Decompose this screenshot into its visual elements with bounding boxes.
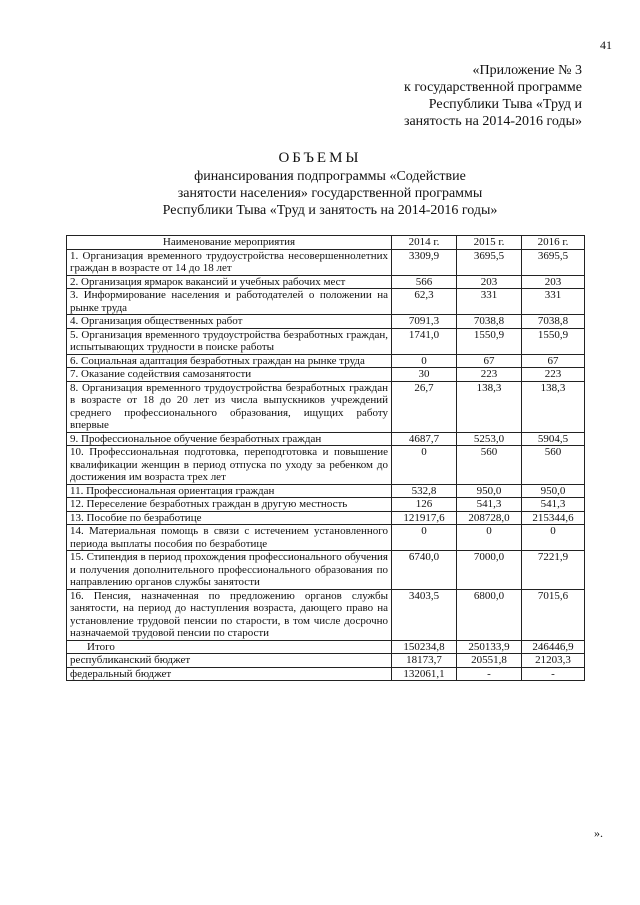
value-2015: 541,3 bbox=[457, 498, 522, 512]
value-2016: 7221,9 bbox=[522, 551, 585, 590]
value-2015: 5253,0 bbox=[457, 432, 522, 446]
funding-table bbox=[66, 235, 585, 681]
column-header: 2016 г. bbox=[522, 236, 585, 250]
table-row bbox=[67, 589, 585, 640]
subtitle-line: финансирования подпрограммы «Содействие bbox=[194, 169, 466, 184]
regional-2015: 20551,8 bbox=[457, 654, 522, 668]
appendix-header bbox=[322, 62, 582, 130]
value-2016: 7038,8 bbox=[522, 315, 585, 329]
activity-name: 1. Организация временного трудоустройства несовершеннолетних граждан в возрасте от 14 до 18 лет bbox=[67, 249, 392, 275]
value-2016: 215344,6 bbox=[522, 511, 585, 525]
value-2015: 223 bbox=[457, 368, 522, 382]
subtitle-line: Республики Тыва «Труд и занятость на 2014-2016 годы» bbox=[162, 203, 498, 218]
table-row bbox=[67, 484, 585, 498]
regional-2014: 18173,7 bbox=[392, 654, 457, 668]
column-header: 2014 г. bbox=[392, 236, 457, 250]
table-row bbox=[67, 432, 585, 446]
total-2015: 250133,9 bbox=[457, 640, 522, 654]
appendix-line: к государственной программе bbox=[404, 80, 582, 95]
value-2015: 7038,8 bbox=[457, 315, 522, 329]
activity-name: 10. Профессиональная подготовка, переподготовка и повышение квалификации женщин в период отпуска по уходу за ребенком до достижения им возраста трех лет bbox=[67, 446, 392, 485]
value-2014: 0 bbox=[392, 354, 457, 368]
value-2015: 331 bbox=[457, 289, 522, 315]
value-2016: 331 bbox=[522, 289, 585, 315]
document-subtitle bbox=[100, 168, 560, 219]
regional-budget-row bbox=[67, 654, 585, 668]
federal-budget-row bbox=[67, 667, 585, 681]
table-row bbox=[67, 511, 585, 525]
total-2014: 150234,8 bbox=[392, 640, 457, 654]
column-header: 2015 г. bbox=[457, 236, 522, 250]
total-2016: 246446,9 bbox=[522, 640, 585, 654]
value-2014: 3309,9 bbox=[392, 249, 457, 275]
table-row bbox=[67, 275, 585, 289]
value-2016: 950,0 bbox=[522, 484, 585, 498]
value-2014: 566 bbox=[392, 275, 457, 289]
table-row bbox=[67, 368, 585, 382]
federal-2014: 132061,1 bbox=[392, 667, 457, 681]
value-2015: 3695,5 bbox=[457, 249, 522, 275]
value-2015: 0 bbox=[457, 525, 522, 551]
table-row bbox=[67, 354, 585, 368]
value-2016: 1550,9 bbox=[522, 328, 585, 354]
value-2016: 67 bbox=[522, 354, 585, 368]
value-2016: 5904,5 bbox=[522, 432, 585, 446]
value-2014: 26,7 bbox=[392, 381, 457, 432]
value-2016: 3695,5 bbox=[522, 249, 585, 275]
value-2016: 7015,6 bbox=[522, 589, 585, 640]
regional-2016: 21203,3 bbox=[522, 654, 585, 668]
value-2014: 62,3 bbox=[392, 289, 457, 315]
value-2015: 6800,0 bbox=[457, 589, 522, 640]
value-2014: 0 bbox=[392, 525, 457, 551]
activity-name: 2. Организация ярмарок вакансий и учебных рабочих мест bbox=[67, 275, 392, 289]
closing-quote: ». bbox=[594, 826, 603, 840]
federal-budget-label: федеральный бюджет bbox=[67, 667, 392, 681]
value-2016: 138,3 bbox=[522, 381, 585, 432]
table-row bbox=[67, 249, 585, 275]
value-2014: 126 bbox=[392, 498, 457, 512]
value-2016: 203 bbox=[522, 275, 585, 289]
table-row bbox=[67, 328, 585, 354]
activity-name: 6. Социальная адаптация безработных граждан на рынке труда bbox=[67, 354, 392, 368]
appendix-line: занятость на 2014-2016 годы» bbox=[403, 114, 582, 129]
value-2015: 7000,0 bbox=[457, 551, 522, 590]
value-2014: 1741,0 bbox=[392, 328, 457, 354]
total-label: Итого bbox=[67, 640, 392, 654]
value-2014: 6740,0 bbox=[392, 551, 457, 590]
activity-name: 13. Пособие по безработице bbox=[67, 511, 392, 525]
activity-name: 16. Пенсия, назначенная по предложению органов службы занятости, на период до наступления возраста, дающего право на установление трудовой пенсии по старости, в том числе досрочно назначаемой трудовой пенсии по старости bbox=[67, 589, 392, 640]
table-row bbox=[67, 315, 585, 329]
value-2015: 67 bbox=[457, 354, 522, 368]
table-body bbox=[67, 249, 585, 640]
value-2014: 0 bbox=[392, 446, 457, 485]
page-number: 41 bbox=[600, 38, 612, 52]
value-2014: 3403,5 bbox=[392, 589, 457, 640]
table-row bbox=[67, 551, 585, 590]
table-row bbox=[67, 525, 585, 551]
activity-name: 4. Организация общественных работ bbox=[67, 315, 392, 329]
value-2014: 121917,6 bbox=[392, 511, 457, 525]
value-2014: 4687,7 bbox=[392, 432, 457, 446]
value-2014: 30 bbox=[392, 368, 457, 382]
appendix-line: «Приложение № 3 bbox=[472, 63, 582, 78]
value-2015: 203 bbox=[457, 275, 522, 289]
appendix-line: Республики Тыва «Труд и bbox=[428, 97, 582, 112]
activity-name: 9. Профессиональное обучение безработных граждан bbox=[67, 432, 392, 446]
value-2014: 532,8 bbox=[392, 484, 457, 498]
federal-2015: - bbox=[457, 667, 522, 681]
value-2015: 950,0 bbox=[457, 484, 522, 498]
document-title: ОБЪЕМЫ bbox=[278, 150, 362, 166]
regional-budget-label: республиканский бюджет bbox=[67, 654, 392, 668]
activity-name: 3. Информирование населения и работодателей о положении на рынке труда bbox=[67, 289, 392, 315]
value-2016: 541,3 bbox=[522, 498, 585, 512]
value-2015: 560 bbox=[457, 446, 522, 485]
table-row bbox=[67, 446, 585, 485]
activity-name: 11. Профессиональная ориентация граждан bbox=[67, 484, 392, 498]
activity-name: 14. Материальная помощь в связи с истечением установленного периода выплаты пособия по безработице bbox=[67, 525, 392, 551]
value-2015: 208728,0 bbox=[457, 511, 522, 525]
value-2015: 1550,9 bbox=[457, 328, 522, 354]
table-row bbox=[67, 381, 585, 432]
table-row bbox=[67, 289, 585, 315]
value-2015: 138,3 bbox=[457, 381, 522, 432]
activity-name: 8. Организация временного трудоустройства безработных граждан в возрасте от 18 до 20 лет из числа выпускников учреждений среднего профессионального образования, ищущих работу впервые bbox=[67, 381, 392, 432]
activity-name: 12. Переселение безработных граждан в другую местность bbox=[67, 498, 392, 512]
table-row bbox=[67, 498, 585, 512]
federal-2016: - bbox=[522, 667, 585, 681]
table-header-row bbox=[67, 236, 585, 250]
activity-name: 15. Стипендия в период прохождения профессионального обучения и получения дополнительного профессионального образования по направлению органов службы занятости bbox=[67, 551, 392, 590]
column-header: Наименование мероприятия bbox=[67, 236, 392, 250]
activity-name: 7. Оказание содействия самозанятости bbox=[67, 368, 392, 382]
value-2016: 0 bbox=[522, 525, 585, 551]
activity-name: 5. Организация временного трудоустройства безработных граждан, испытывающих трудности в поиске работы bbox=[67, 328, 392, 354]
subtitle-line: занятости населения» государственной программы bbox=[177, 186, 483, 201]
value-2016: 223 bbox=[522, 368, 585, 382]
value-2016: 560 bbox=[522, 446, 585, 485]
total-row bbox=[67, 640, 585, 654]
value-2014: 7091,3 bbox=[392, 315, 457, 329]
